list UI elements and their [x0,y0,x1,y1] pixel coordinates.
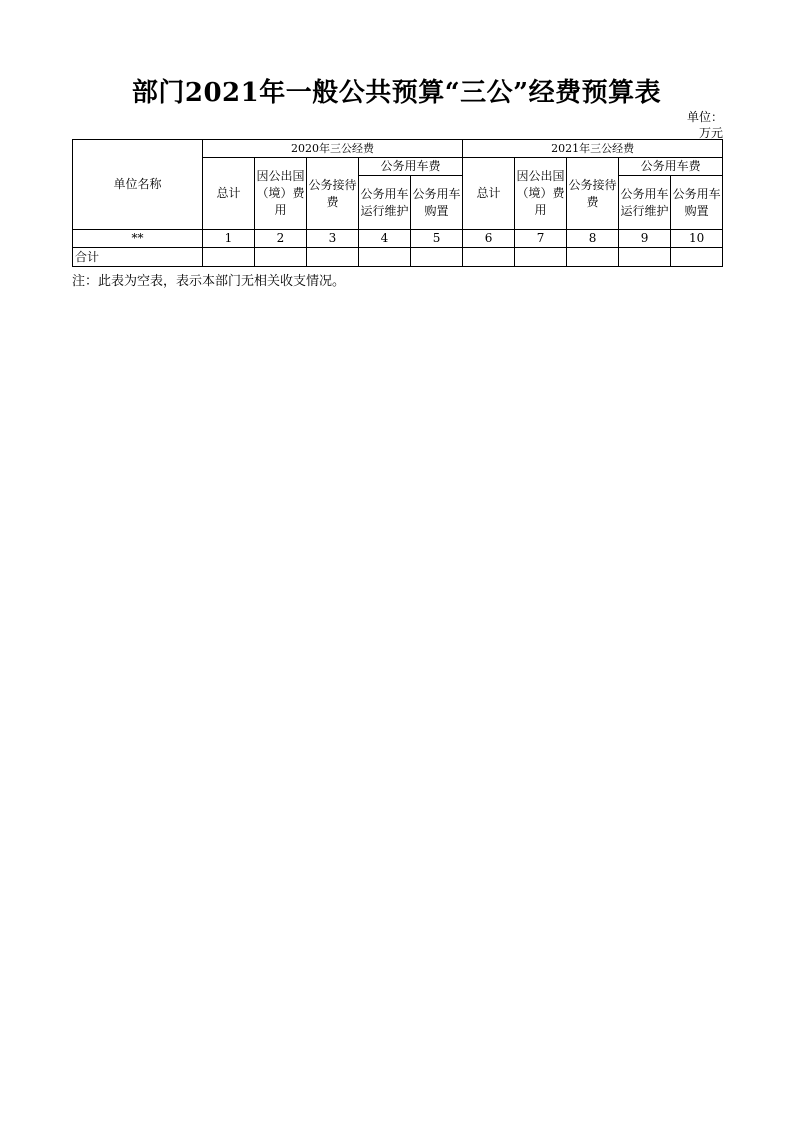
table-cell [255,248,307,267]
index-cell: 8 [567,230,619,248]
header-vehicle-2020: 公务用车费 [359,158,463,176]
index-cell: 5 [411,230,463,248]
header-reception-2020: 公务接待费 [307,158,359,230]
table-cell [567,248,619,267]
table-cell [671,248,723,267]
header-abroad-2020: 因公出国（境）费用 [255,158,307,230]
table-cell [463,248,515,267]
index-cell: 10 [671,230,723,248]
header-vehicle-2021: 公务用车费 [619,158,723,176]
index-cell: 3 [307,230,359,248]
unit-label: 单位：万元 [686,110,723,140]
index-cell: 1 [203,230,255,248]
header-total-2020: 总计 [203,158,255,230]
index-cell: 7 [515,230,567,248]
table-cell [359,248,411,267]
table-note: 注：此表为空表，表示本部门无相关收支情况。 [72,274,346,289]
index-cell: 2 [255,230,307,248]
table-cell [203,248,255,267]
table-row-total [73,248,723,267]
table-cell [307,248,359,267]
header-abroad-2021: 因公出国（境）费用 [515,158,567,230]
header-reception-2021: 公务接待费 [567,158,619,230]
header-group-2020: 2020年三公经费 [203,140,463,158]
header-unit-name: 单位名称 [73,140,203,230]
table-cell [515,248,567,267]
header-group-2021: 2021年三公经费 [463,140,723,158]
header-vehicle-operation-2020: 公务用车运行维护 [359,176,411,230]
page-title: 部门2021年一般公共预算“三公”经费预算表 [131,78,662,108]
table-cell [619,248,671,267]
table-cell [411,248,463,267]
index-cell: 6 [463,230,515,248]
budget-table [72,139,723,267]
header-vehicle-operation-2021: 公务用车运行维护 [619,176,671,230]
header-vehicle-purchase-2021: 公务用车购置 [671,176,723,230]
index-cell: 9 [619,230,671,248]
header-total-2021: 总计 [463,158,515,230]
table-row-index [73,230,723,248]
header-vehicle-purchase-2020: 公务用车购置 [411,176,463,230]
index-row-label: ** [73,230,203,248]
total-row-label: 合计 [73,248,203,267]
index-cell: 4 [359,230,411,248]
